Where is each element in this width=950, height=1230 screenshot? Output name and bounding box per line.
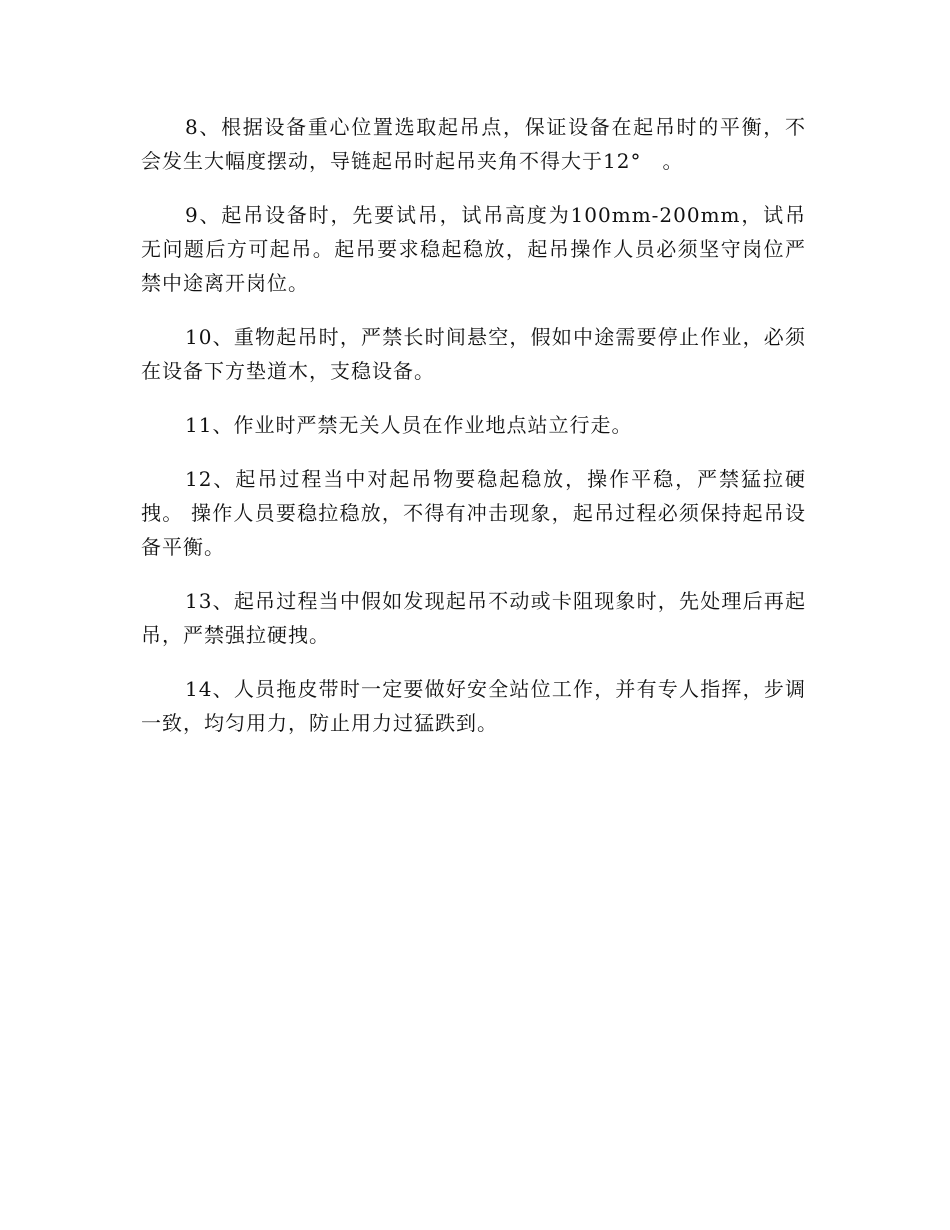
document-body [141,110,806,760]
paragraph-item-10: 10、重物起吊时，严禁长时间悬空，假如中途需要停止作业，必须在设备下方垫道木，支稳设备。 [141,325,806,383]
paragraph-item-14: 14、人员拖皮带时一定要做好安全站位工作，并有专人指挥，步调一致，均匀用力，防止用力过猛跌到。 [141,677,806,735]
paragraph-item-9: 9、起吊设备时，先要试吊，试吊高度为100mm-200mm，试吊无问题后方可起吊。起吊要求稳起稳放，起吊操作人员必须坚守岗位严禁中途离开岗位。 [141,203,806,295]
paragraph-item-8: 8、根据设备重心位置选取起吊点，保证设备在起吊时的平衡，不会发生大幅度摆动，导链起吊时起吊夹角不得大于12° 。 [141,115,806,173]
paragraph-item-13: 13、起吊过程当中假如发现起吊不动或卡阻现象时，先处理后再起吊，严禁强拉硬拽。 [141,589,806,647]
paragraph-item-12: 12、起吊过程当中对起吊物要稳起稳放，操作平稳，严禁猛拉硬拽。 操作人员要稳拉稳放，不得有冲击现象，起吊过程必须保持起吊设备平衡。 [141,467,806,559]
paragraph-item-11: 11、作业时严禁无关人员在作业地点站立行走。 [185,413,633,437]
